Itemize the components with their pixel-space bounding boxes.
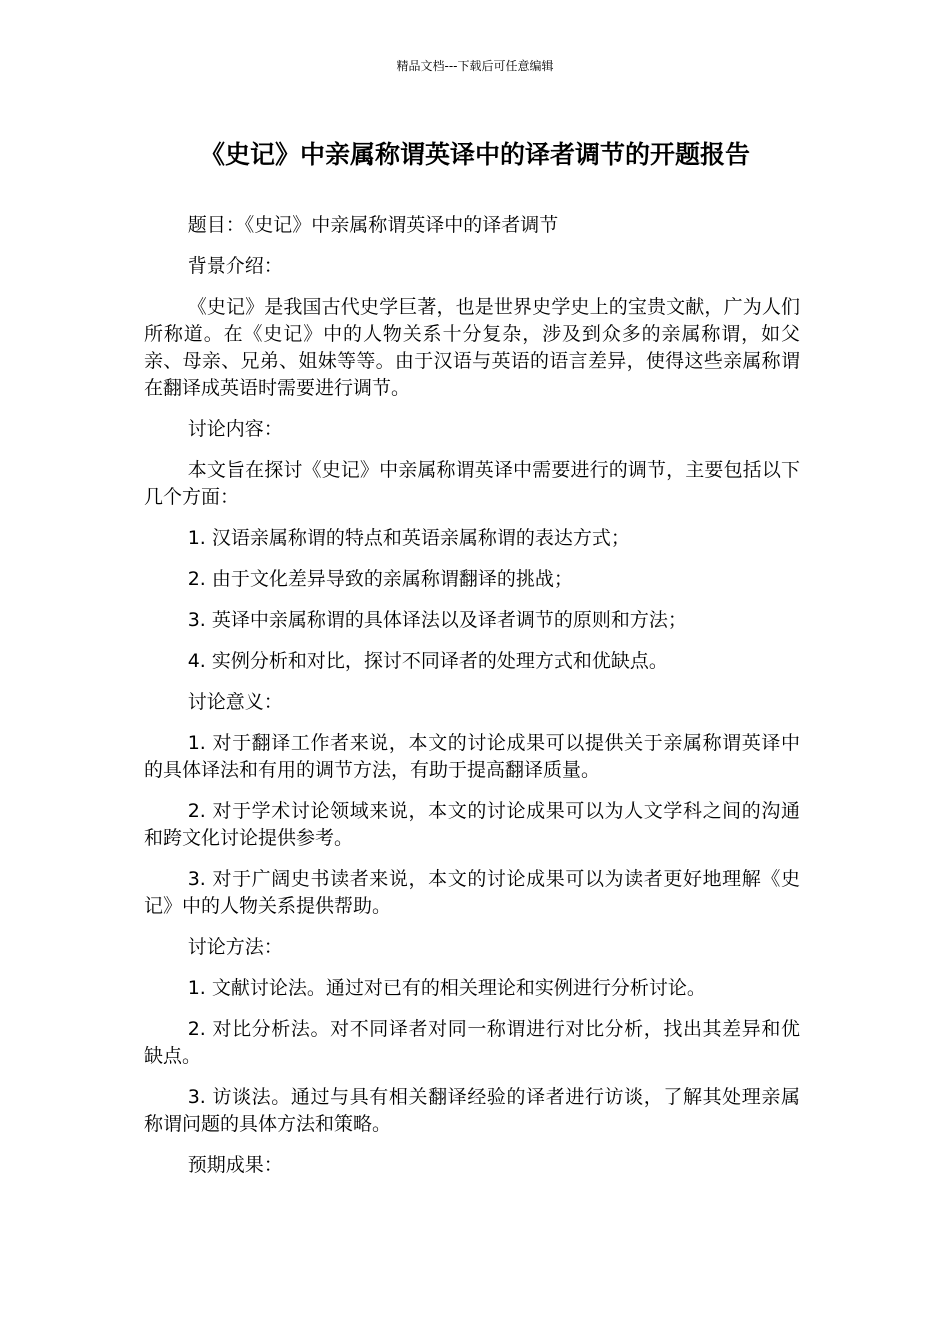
heading-significance: 讨论意义： [187,691,283,713]
list-item-content-2: 2. 由于文化差异导致的亲属称谓翻译的挑战； [187,568,573,590]
heading-content: 讨论内容： [187,418,283,440]
paragraph-background: 《史记》是我国古代史学巨著，也是世界史学史上的宝贵文献，广为人们所称道。在《史记》中的人物关系十分复杂，涉及到众多的亲属称谓，如父亲、母亲、兄弟、姐妹等等。由于汉语与英语的语言差异，使得这些亲属称谓在翻译成英语时需要进行调节。 [144,296,800,399]
document-title: 《史记》中亲属称谓英译中的译者调节的开题报告 [199,140,750,169]
list-item-significance-1: 1. 对于翻译工作者来说，本文的讨论成果可以提供关于亲属称谓英译中的具体译法和有用的调节方法，有助于提高翻译质量。 [144,732,800,781]
paragraph-content-intro: 本文旨在探讨《史记》中亲属称谓英译中需要进行的调节，主要包括以下几个方面： [144,459,800,508]
paragraph-topic: 题目：《史记》中亲属称谓英译中的译者调节 [187,214,559,236]
heading-expected-results: 预期成果： [187,1154,283,1176]
list-item-significance-2: 2. 对于学术讨论领域来说，本文的讨论成果可以为人文学科之间的沟通和跨文化讨论提供参考。 [144,800,800,849]
list-item-method-1: 1. 文献讨论法。通过对已有的相关理论和实例进行分析讨论。 [187,977,706,999]
list-item-content-3: 3. 英译中亲属称谓的具体译法以及译者调节的原则和方法； [187,609,687,631]
list-item-method-3: 3. 访谈法。通过与具有相关翻译经验的译者进行访谈，了解其处理亲属称谓问题的具体方法和策略。 [144,1086,800,1135]
heading-methods: 讨论方法： [187,936,283,958]
list-item-method-2: 2. 对比分析法。对不同译者对同一称谓进行对比分析，找出其差异和优缺点。 [144,1018,800,1067]
list-item-content-4: 4. 实例分析和对比，探讨不同译者的处理方式和优缺点。 [187,650,668,672]
list-item-content-1: 1. 汉语亲属称谓的特点和英语亲属称谓的表达方式； [187,527,630,549]
page-header: 精品文档---下载后可任意编辑 [396,59,554,73]
heading-background: 背景介绍： [187,255,283,277]
document-body [144,212,800,1193]
list-item-significance-3: 3. 对于广阔史书读者来说，本文的讨论成果可以为读者更好地理解《史记》中的人物关系提供帮助。 [144,868,800,917]
